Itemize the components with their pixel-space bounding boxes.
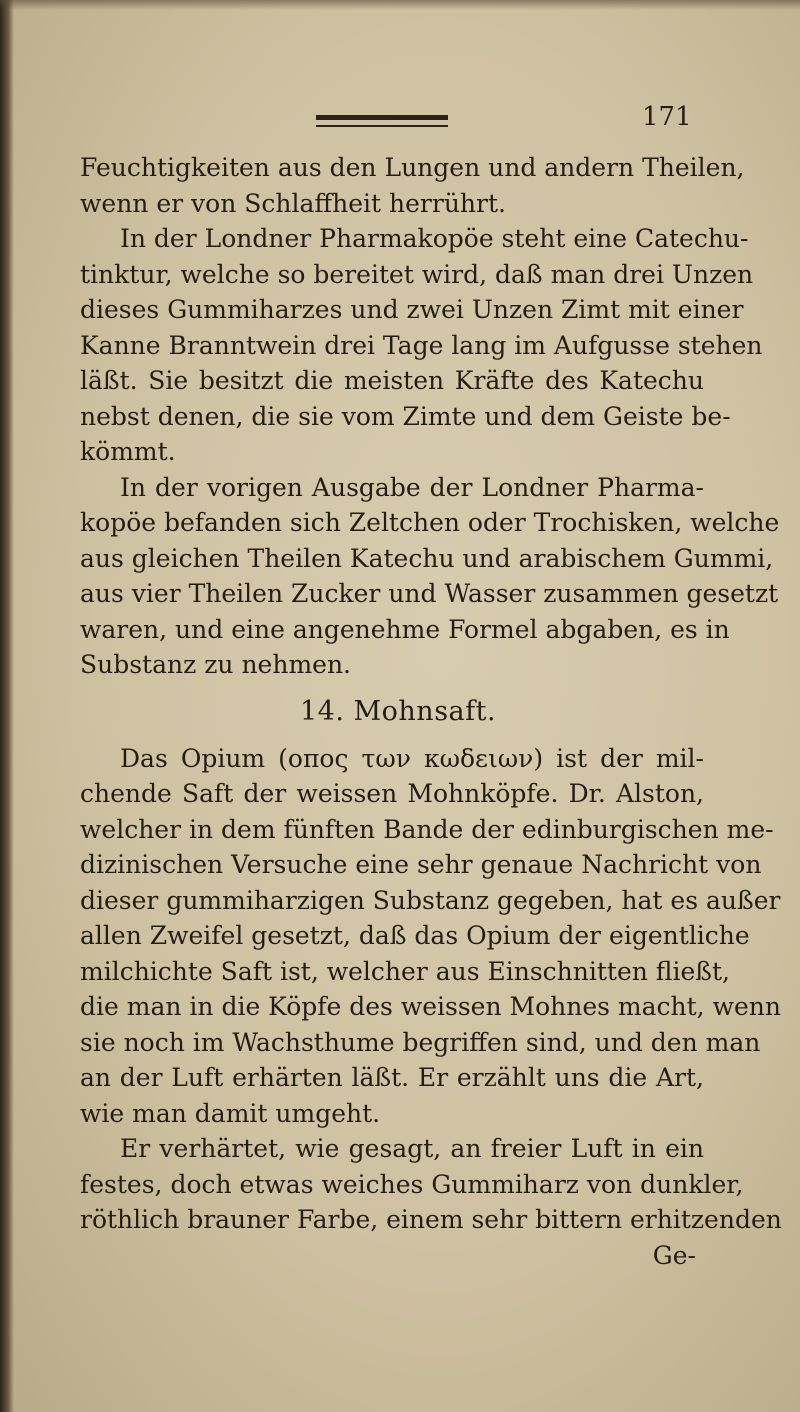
text-line: Substanz zu nehmen. bbox=[80, 650, 351, 679]
text-line: welcher in dem fünften Bande der edinburgischen me- bbox=[80, 814, 774, 844]
text-line: aus vier Theilen Zucker und Wasser zusammen gesetzt bbox=[80, 579, 779, 608]
text-line: läßt. Sie besitzt die meisten Kräfte des Katechu bbox=[80, 366, 704, 395]
text-line: aus gleichen Theilen Katechu und arabischem Gummi, bbox=[80, 543, 774, 573]
catchword: Ge- bbox=[652, 1240, 696, 1270]
text-line: röthlich brauner Farbe, einem sehr bittern erhitzenden bbox=[80, 1205, 782, 1234]
text-line: wenn er von Schlaffheit herrührt. bbox=[80, 188, 506, 218]
text-line: tinktur, welche so bereitet wird, daß man drei Unzen bbox=[80, 259, 754, 289]
text-line: Feuchtigkeiten aus den Lungen und andern Theilen, bbox=[80, 153, 745, 182]
text-line: waren, und eine angenehme Formel abgaben, es in bbox=[80, 614, 730, 644]
text-line: sie noch im Wachsthume begriffen sind, und den man bbox=[80, 1027, 761, 1057]
text-line: wie man damit umgeht. bbox=[80, 1098, 381, 1128]
text-line: Er verhärtet, wie gesagt, an freier Luft in ein bbox=[120, 1134, 704, 1163]
page-binding-edge bbox=[0, 0, 14, 1412]
text-line: In der vorigen Ausgabe der Londner Pharma- bbox=[120, 472, 704, 502]
text-line: dieses Gummiharzes und zwei Unzen Zimt mit einer bbox=[80, 295, 744, 324]
section-heading: 14. Mohnsaft. bbox=[300, 695, 497, 727]
body-text bbox=[80, 150, 782, 1273]
text-line: kömmt. bbox=[80, 437, 176, 466]
page-top-edge bbox=[0, 0, 800, 10]
text-line: dieser gummiharzigen Substanz gegeben, hat es außer bbox=[80, 885, 781, 915]
text-line: an der Luft erhärten läßt. Er erzählt uns die Art, bbox=[80, 1063, 704, 1092]
text-line: die man in die Köpfe des weissen Mohnes macht, wenn bbox=[80, 992, 781, 1021]
text-line: milchichte Saft ist, welcher aus Einschnitten fließt, bbox=[80, 956, 730, 986]
page-number: 171 bbox=[642, 102, 692, 132]
text-line: chende Saft der weissen Mohnköpfe. Dr. Alston, bbox=[80, 779, 704, 808]
text-line: dizinischen Versuche eine sehr genaue Nachricht von bbox=[80, 850, 762, 879]
text-line: Das Opium (οπος των κωδειων) ist der mil- bbox=[120, 743, 704, 773]
text-line: Kanne Branntwein drei Tage lang im Aufgusse stehen bbox=[80, 330, 763, 360]
text-line: festes, doch etwas weiches Gummiharz von dunkler, bbox=[80, 1169, 744, 1199]
text-line: nebst denen, die sie vom Zimte und dem Geiste be- bbox=[80, 401, 731, 431]
header-rule bbox=[316, 115, 448, 127]
text-line: allen Zweifel gesetzt, daß das Opium der eigentliche bbox=[80, 921, 750, 950]
text-line: kopöe befanden sich Zeltchen oder Trochisken, welche bbox=[80, 508, 780, 537]
text-line: In der Londner Pharmakopöe steht eine Catechu- bbox=[120, 224, 749, 253]
